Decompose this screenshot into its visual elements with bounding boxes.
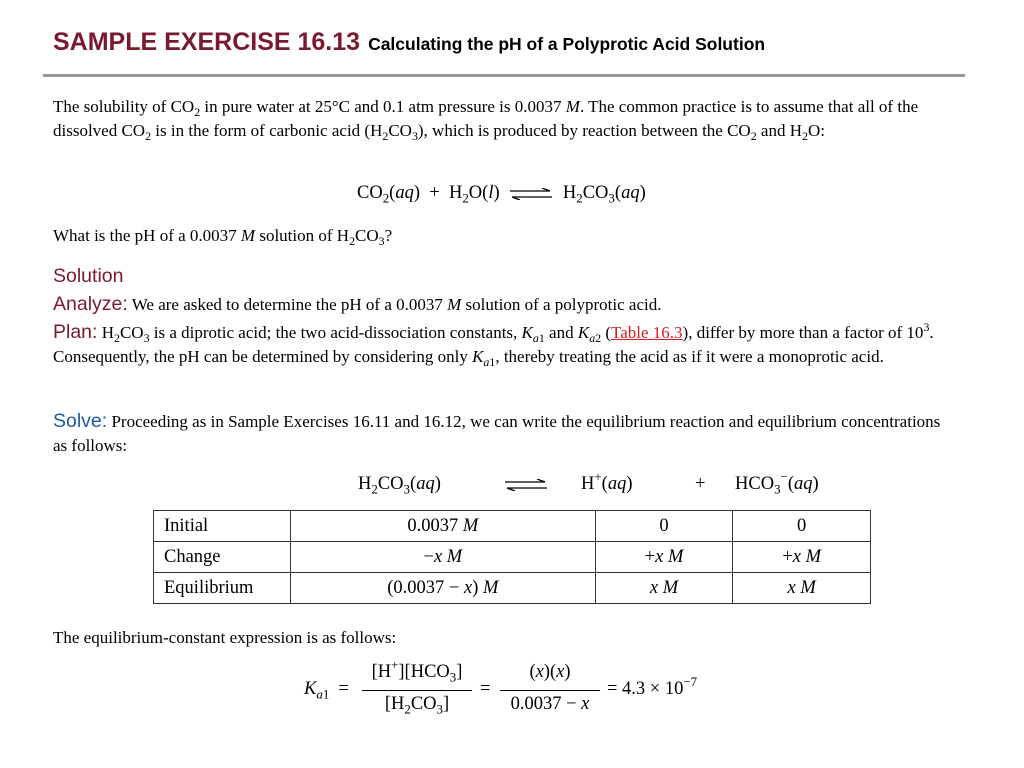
dissociation-reactant: $H_2CO_3(aq)$ xyxy=(358,474,441,497)
analyze-section: Analyze: We are asked to determine the pH of a 0.0037 M solution of a polyprotic acid. xyxy=(53,293,662,315)
exercise-subtitle: Calculating the pH of a Polyprotic Acid Solution xyxy=(368,34,766,54)
slide-title xyxy=(53,28,765,57)
question-text: What is the pH of a 0.0037 M solution of $H_2CO_3$? xyxy=(53,226,393,249)
solve-section: Solve: Proceeding as in Sample Exercises 16.11 and 16.12, we can write the equilibrium reaction and equilibrium concentrations as follows: xyxy=(53,410,941,455)
ka-substituted-denominator: 0.0037 − x xyxy=(510,694,590,714)
ka1-symbol: $K_{a1}$ = xyxy=(304,679,349,702)
plan-label: Plan: xyxy=(53,321,98,343)
equals-sign: = xyxy=(480,679,491,699)
table-cell: x M xyxy=(733,573,871,604)
equilibrium-arrows-icon xyxy=(510,188,552,200)
table-16-3-link[interactable]: Table 16.3 xyxy=(611,323,683,342)
table-cell: 0 xyxy=(733,511,871,542)
ka-value: = $4.3 \times 10^{-7}$ xyxy=(607,674,698,699)
row-label: Change xyxy=(154,542,291,573)
table-row xyxy=(154,542,871,573)
table-cell: −x M xyxy=(291,542,596,573)
solution-heading: Solution xyxy=(53,265,124,287)
ka-denominator: $[H_2CO_3]$ xyxy=(384,694,450,717)
solve-label: Solve: xyxy=(53,410,108,432)
fraction-bar xyxy=(362,690,472,691)
intro-paragraph: The solubility of $CO_2$ in pure water at 25°C and 0.1 atm pressure is 0.0037 M. The common practice is to assume that all of the dissolved $CO_2$ is in the form of carbonic acid $(H_2CO_3)$, which is produced by reaction between the $CO_2$ and $H_2O$: xyxy=(53,97,919,144)
plan-section: Plan: $H_2CO_3$ is a diprotic acid; the two acid-dissociation constants, $K_{a1}$ and $K_{a2}$ (Table 16.3), differ by more than a factor of $10^3$. Consequently, the pH can be determined by considering only $K_{a1}$, thereby treating the acid as if it were a monoprotic acid. xyxy=(53,319,934,370)
row-label: Equilibrium xyxy=(154,573,291,604)
equilibrium-arrows-icon xyxy=(505,479,547,491)
header-divider xyxy=(43,74,965,77)
table-cell: (0.0037 − x) M xyxy=(291,573,596,604)
ka-numerator: $[H^+][HCO_3]$ xyxy=(371,657,463,685)
table-cell: 0.0037 M xyxy=(291,511,596,542)
carbonic-acid-formation-equation: $CO_2(aq) + H_2O(l)$ $H_2CO_3(aq)$ xyxy=(357,183,646,206)
analyze-label: Analyze: xyxy=(53,293,128,315)
table-cell: 0 xyxy=(595,511,733,542)
closing-text: The equilibrium-constant expression is as follows: xyxy=(53,628,397,647)
row-label: Initial xyxy=(154,511,291,542)
ice-table xyxy=(153,510,871,604)
dissociation-product-hco3: $HCO_3^-(aq)$ xyxy=(735,469,819,497)
dissociation-product-h: H+(aq) xyxy=(581,469,633,494)
exercise-number: SAMPLE EXERCISE 16.13 xyxy=(53,28,361,56)
table-row xyxy=(154,511,871,542)
ka-substituted-numerator: (x)(x) xyxy=(529,662,571,682)
table-cell: +x M xyxy=(595,542,733,573)
table-cell: x M xyxy=(595,573,733,604)
table-row xyxy=(154,573,871,604)
plus-sign: + xyxy=(695,474,706,494)
fraction-bar xyxy=(500,690,600,691)
table-cell: +x M xyxy=(733,542,871,573)
